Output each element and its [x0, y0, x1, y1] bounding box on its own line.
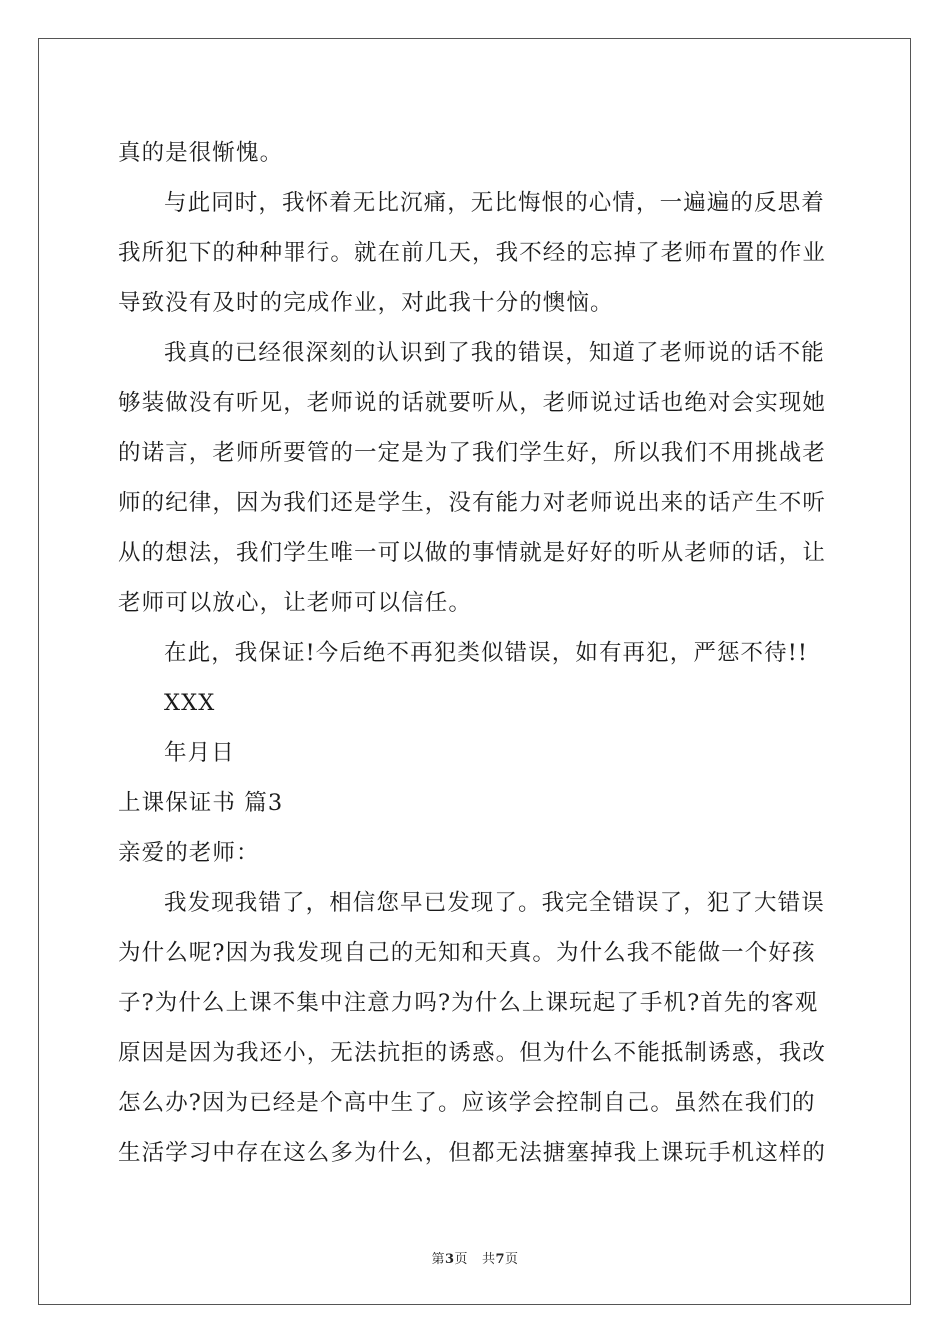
total-suffix: 页 — [505, 1252, 519, 1267]
page-footer — [0, 1248, 950, 1267]
total-pages: 7 — [495, 1252, 506, 1267]
signature-date: 年月日 — [164, 740, 235, 766]
text-line: 与此同时，我怀着无比沉痛，无比悔恨的心情，一遍遍的反思着 — [164, 190, 825, 216]
page-number: 3 — [444, 1252, 455, 1267]
section-heading: 上课保证书 篇3 — [118, 790, 284, 816]
text-line: 生活学习中存在这么多为什么，但都无法搪塞掉我上课玩手机这样的 — [118, 1140, 827, 1166]
text-line: 原因是因为我还小，无法抗拒的诱惑。但为什么不能抵制诱惑，我改 — [118, 1040, 827, 1066]
document-body — [118, 128, 838, 1178]
text-line: 怎么办?因为已经是个高中生了。应该学会控制自己。虽然在我们的 — [118, 1090, 816, 1116]
text-line: 够装做没有听见，老师说的话就要听从，老师说过话也绝对会实现她 — [118, 390, 827, 416]
text-line: 子?为什么上课不集中注意力吗?为什么上课玩起了手机?首先的客观 — [118, 990, 819, 1016]
signature-name: XXX — [164, 690, 216, 716]
text-line: 在此，我保证!今后绝不再犯类似错误，如有再犯，严惩不待!! — [164, 640, 809, 666]
text-line: 老师可以放心，让老师可以信任。 — [118, 590, 473, 616]
text-line: 从的想法，我们学生唯一可以做的事情就是好好的听从老师的话，让 — [118, 540, 827, 566]
text-line: 师的纪律，因为我们还是学生，没有能力对老师说出来的话产生不听 — [118, 490, 827, 516]
text-line: 我发现我错了，相信您早已发现了。我完全错误了，犯了大错误 — [164, 890, 825, 916]
text-line: 导致没有及时的完成作业，对此我十分的懊恼。 — [118, 290, 614, 316]
salutation: 亲爱的老师： — [118, 840, 260, 866]
text-line: 真的是很惭愧。 — [118, 140, 284, 166]
text-line: 我真的已经很深刻的认识到了我的错误，知道了老师说的话不能 — [164, 340, 825, 366]
text-line: 的诺言，老师所要管的一定是为了我们学生好，所以我们不用挑战老 — [118, 440, 827, 466]
text-line: 为什么呢?因为我发现自己的无知和天真。为什么我不能做一个好孩 — [118, 940, 816, 966]
text-line: 我所犯下的种种罪行。就在前几天，我不经的忘掉了老师布置的作业 — [118, 240, 827, 266]
total-prefix: 共 — [481, 1252, 496, 1267]
page-prefix: 第 — [431, 1252, 445, 1267]
page-suffix: 页 — [454, 1252, 469, 1267]
